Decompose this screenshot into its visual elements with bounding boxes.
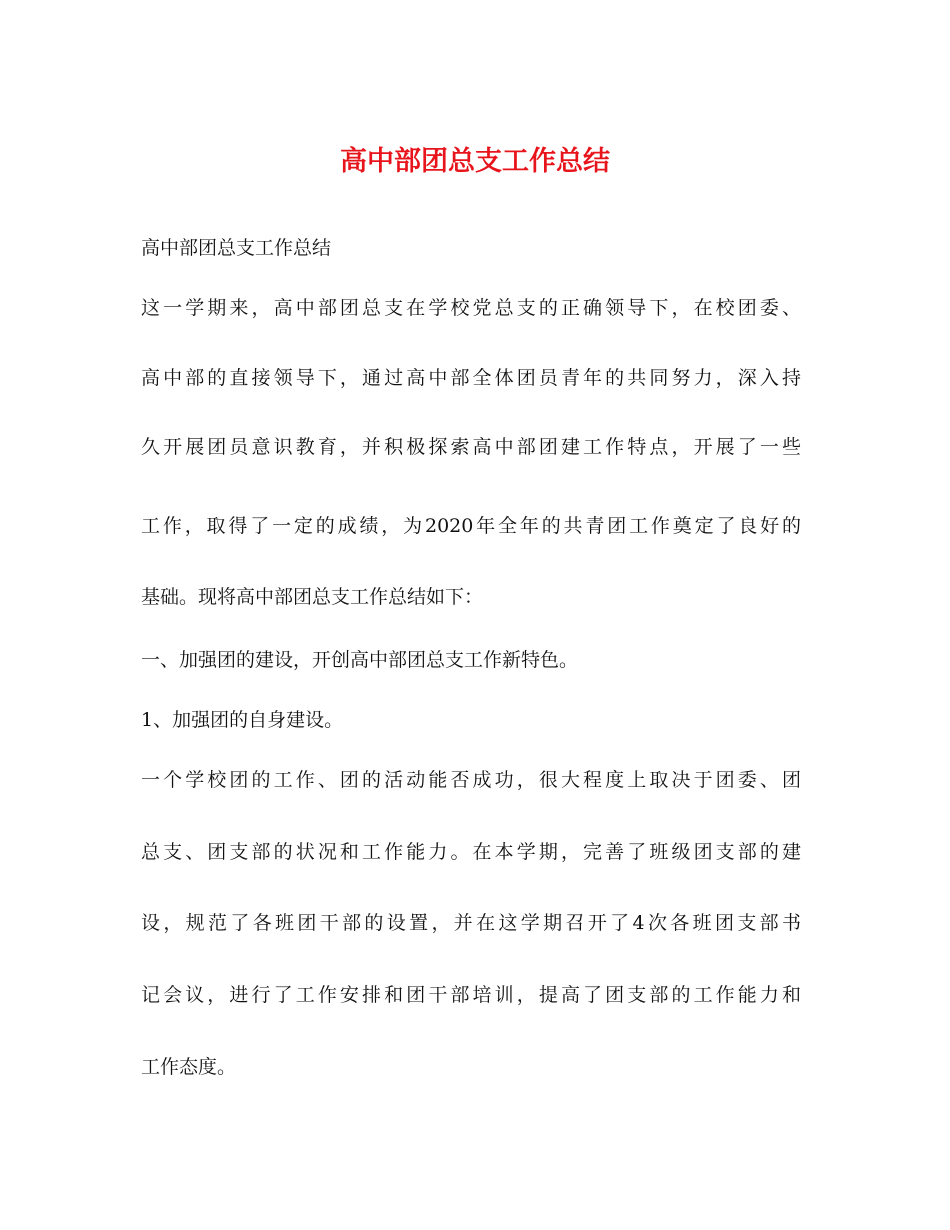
paragraph-1-line-1: 这一学期来，高中部团总支在学校党总支的正确领导下，在校团委、 — [141, 297, 801, 319]
subsection-heading: 1、加强团的自身建设。 — [141, 709, 344, 731]
paragraph-2-line-5: 工作态度。 — [141, 1056, 237, 1078]
paragraph-2-line-4: 记会议，进行了工作安排和团干部培训，提高了团支部的工作能力和 — [141, 984, 801, 1006]
paragraph-1-line-4: 工作，取得了一定的成绩，为2020年全年的共青团工作奠定了良好的 — [141, 515, 801, 537]
section-heading: 一、加强团的建设，开创高中部团总支工作新特色。 — [141, 649, 579, 671]
paragraph-1-line-2: 高中部的直接领导下，通过高中部全体团员青年的共同努力，深入持 — [141, 367, 801, 389]
paragraph-1-line-3: 久开展团员意识教育，并积极探索高中部团建工作特点，开展了一些 — [141, 436, 801, 458]
paragraph-2-line-1: 一个学校团的工作、团的活动能否成功，很大程度上取决于团委、团 — [141, 769, 801, 791]
paragraph-1-line-5: 基础。现将高中部团总支工作总结如下： — [141, 586, 484, 608]
paragraph-2-line-2: 总支、团支部的状况和工作能力。在本学期，完善了班级团支部的建 — [141, 841, 801, 863]
paragraph-2-line-3: 设，规范了各班团干部的设置，并在这学期召开了4次各班团支部书 — [141, 912, 801, 934]
document-title: 高中部团总支工作总结 — [340, 146, 610, 177]
document-subtitle: 高中部团总支工作总结 — [141, 237, 332, 259]
